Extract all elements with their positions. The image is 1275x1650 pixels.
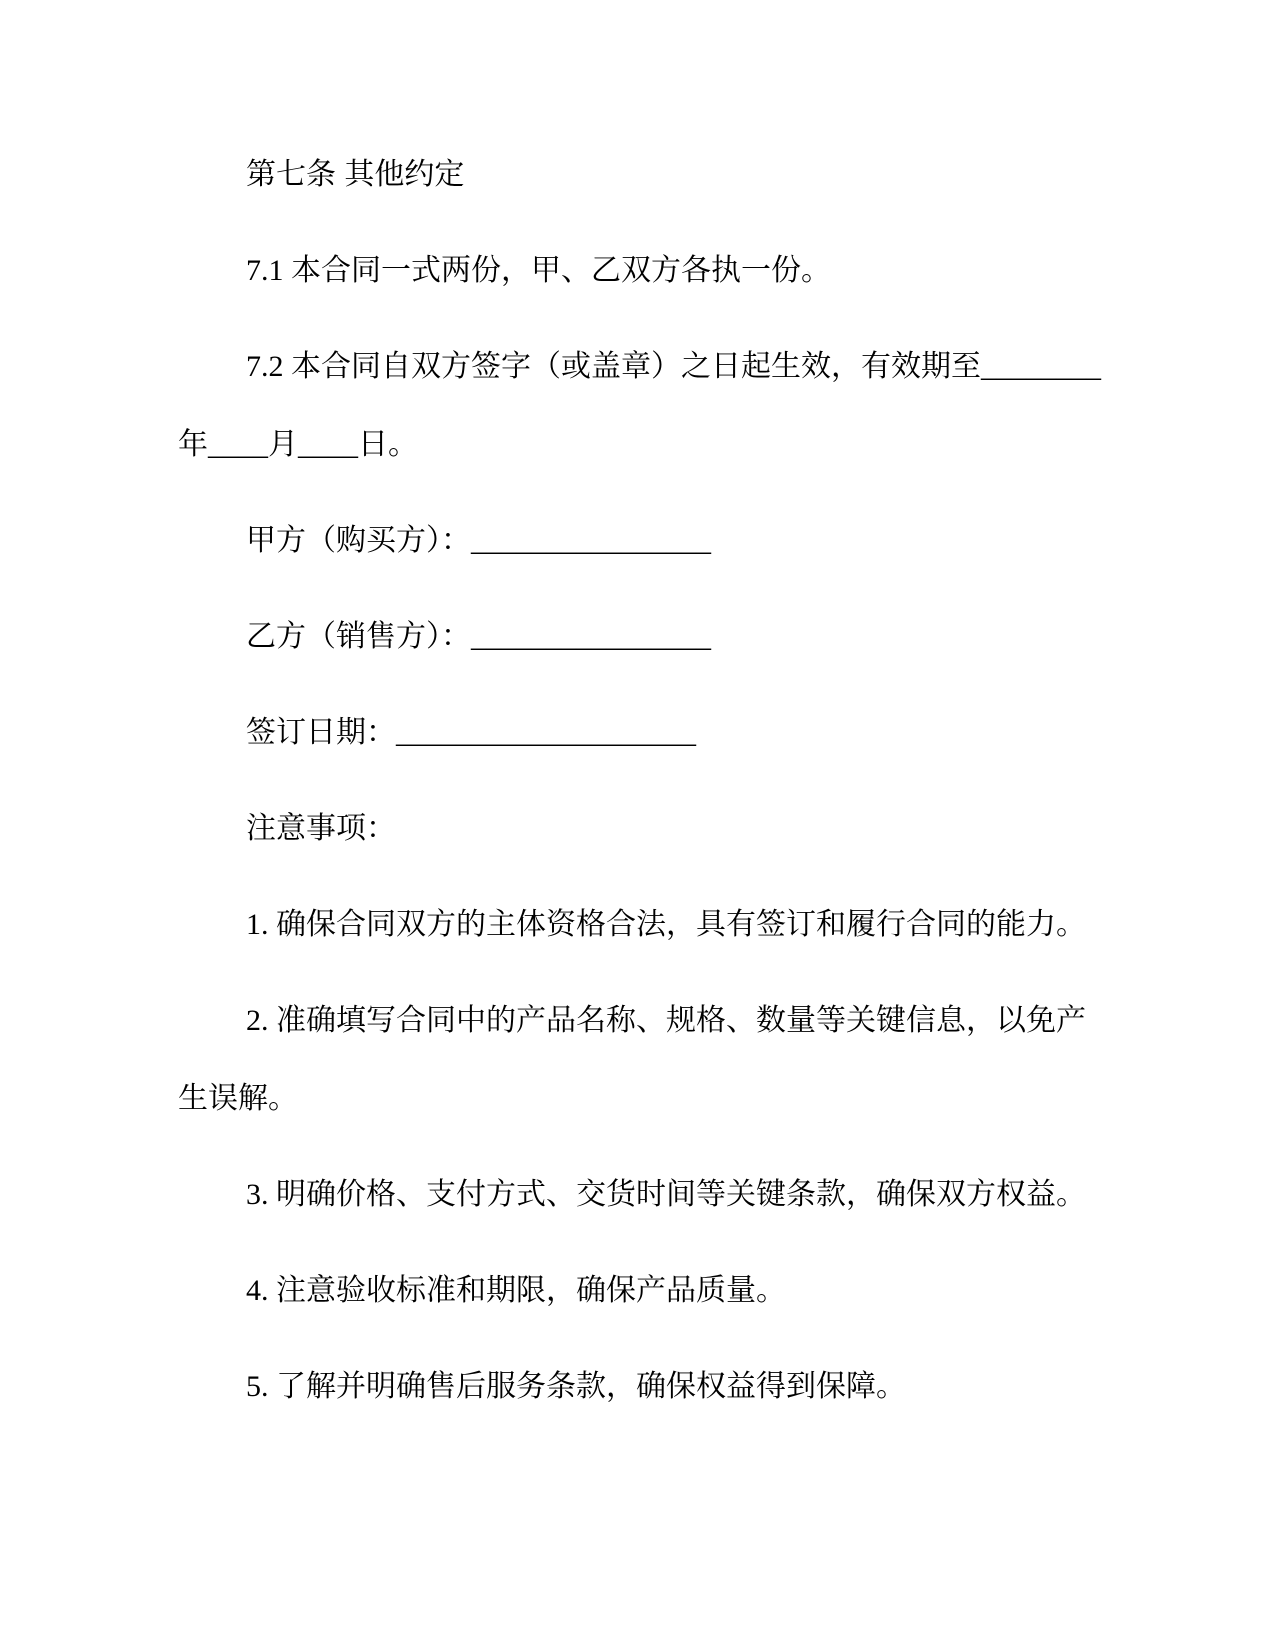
note-item-5 — [178, 1348, 1097, 1426]
party-b-signature-text: 乙方（销售方）：________________ — [246, 620, 711, 653]
signing-date-line — [178, 694, 1097, 772]
note-item-4-text: 4. 注意验收标准和期限，确保产品质量。 — [246, 1274, 786, 1307]
note-item-3-text: 3. 明确价格、支付方式、交货时间等关键条款，确保双方权益。 — [246, 1178, 1086, 1211]
note-item-2-text-line1: 2. 准确填写合同中的产品名称、规格、数量等关键信息，以免产 — [246, 1004, 1086, 1037]
note-item-5-text: 5. 了解并明确售后服务条款，确保权益得到保障。 — [246, 1370, 906, 1403]
notes-title — [178, 790, 1097, 868]
notes-title-text: 注意事项： — [246, 812, 396, 845]
note-item-2-text-line2: 生误解。 — [178, 1082, 298, 1115]
note-item-1 — [178, 886, 1097, 964]
clause-7-1 — [178, 232, 1097, 310]
article-7-heading — [178, 136, 1097, 214]
party-a-signature-line — [178, 502, 1097, 580]
clause-7-2-text-line1: 7.2 本合同自双方签字（或盖章）之日起生效，有效期至________ — [246, 350, 1101, 383]
article-7-heading-text: 第七条 其他约定 — [246, 158, 465, 191]
note-item-2 — [178, 982, 1097, 1138]
clause-7-2 — [178, 328, 1101, 484]
party-a-signature-text: 甲方（购买方）：________________ — [246, 524, 711, 557]
signing-date-text: 签订日期：____________________ — [246, 716, 696, 749]
clause-7-1-text: 7.1 本合同一式两份，甲、乙双方各执一份。 — [246, 254, 831, 287]
note-item-3 — [178, 1156, 1097, 1234]
clause-7-2-text-line2: 年____月____日。 — [178, 428, 418, 461]
note-item-4 — [178, 1252, 1097, 1330]
note-item-1-text: 1. 确保合同双方的主体资格合法，具有签订和履行合同的能力。 — [246, 908, 1086, 941]
party-b-signature-line — [178, 598, 1097, 676]
